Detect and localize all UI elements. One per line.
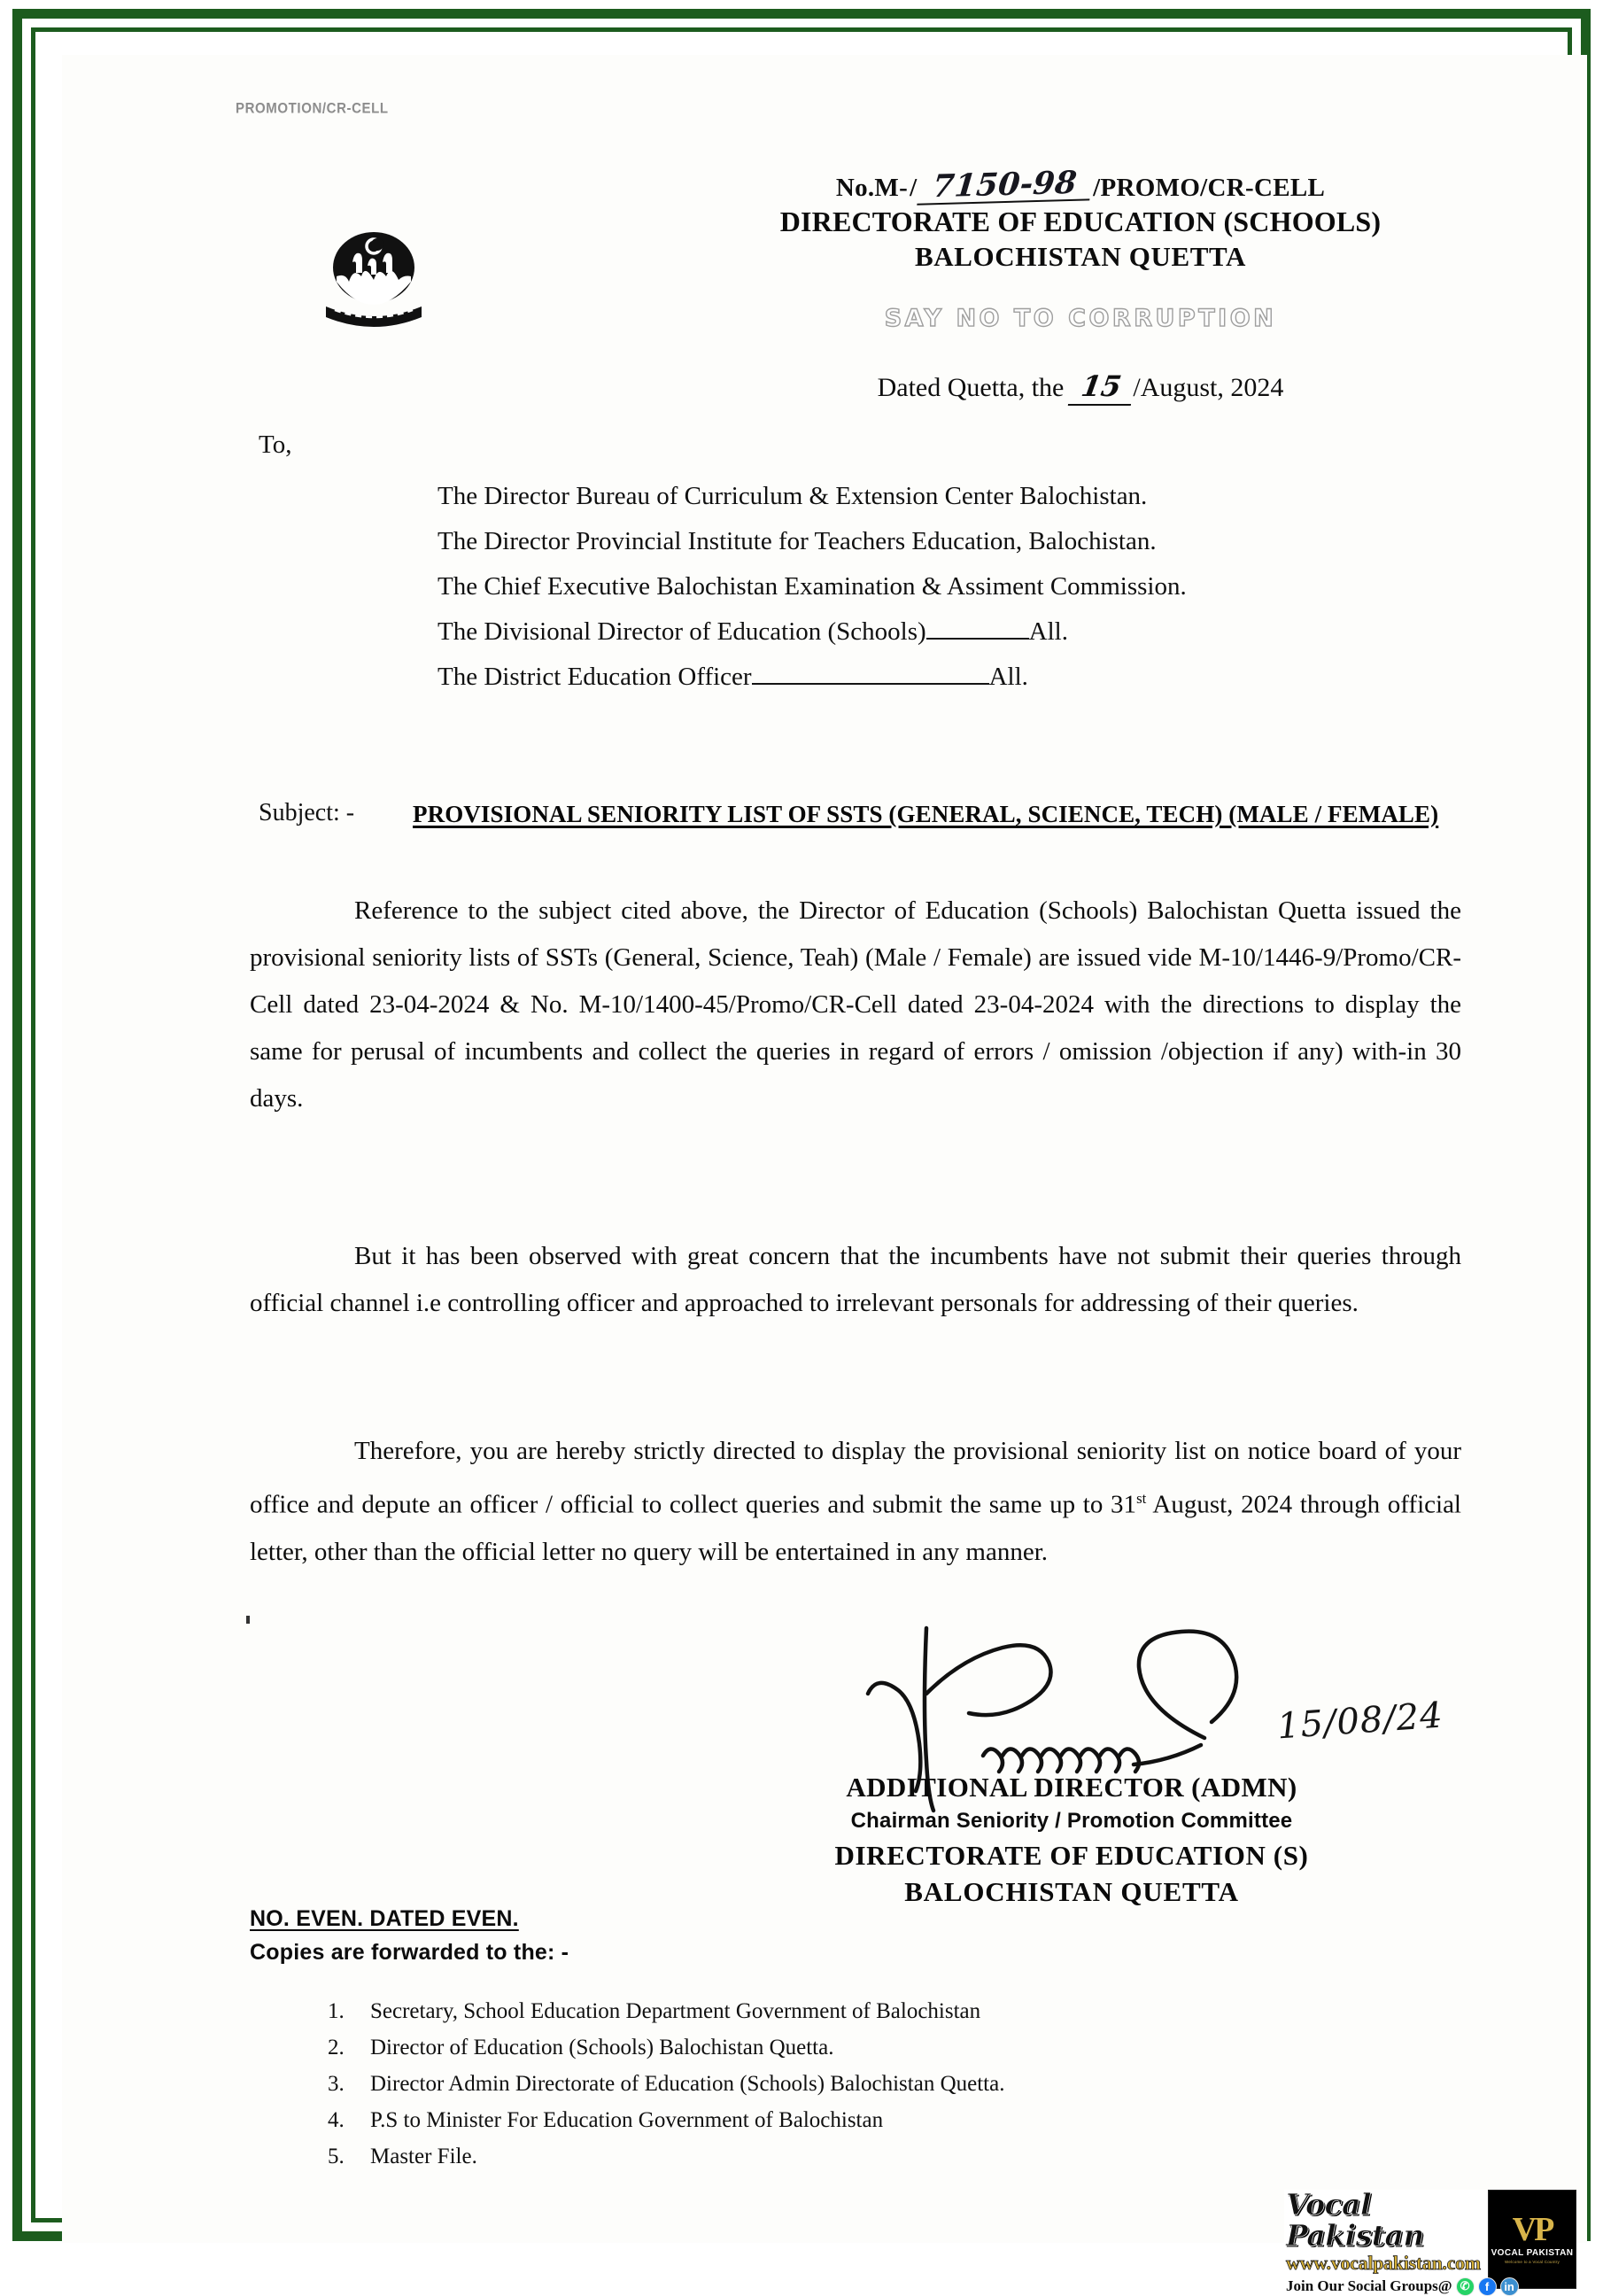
letter-header — [682, 164, 1479, 273]
signatory-org-line-1: DIRECTORATE OF EDUCATION (S) — [834, 1840, 1309, 1871]
copy-list-item — [328, 2073, 1426, 2095]
say-no-to-corruption-watermark: SAY NO TO CORRUPTION — [884, 305, 1277, 332]
subject-text: PROVISIONAL SENIORITY LIST OF SSTS (GENERAL, SCIENCE, TECH) (MALE / FEMALE) — [413, 801, 1439, 827]
dated-line — [682, 369, 1479, 406]
promotion-cr-cell-stamp: PROMOTION/CR-CELL — [236, 100, 389, 117]
copy-text: Secretary, School Education Department Government of Balochistan — [370, 1999, 981, 2023]
handwritten-date-day: 15 — [1068, 369, 1136, 406]
whatsapp-icon[interactable]: ✆ — [1456, 2277, 1475, 2296]
addressee-item — [438, 529, 1483, 555]
signatory-org-line-2: BALOCHISTAN QUETTA — [904, 1876, 1239, 1907]
copies-list — [328, 2000, 1426, 2182]
watermark-social-row — [1286, 2277, 1514, 2296]
linkedin-icon[interactable]: in — [1500, 2277, 1519, 2296]
copy-list-item — [328, 2036, 1426, 2059]
handwritten-letter-number: 7150-98 — [918, 167, 1093, 206]
body-paragraph-2 — [250, 1233, 1461, 1327]
signatory-title: ADDITIONAL DIRECTOR (ADMN) — [846, 1772, 1297, 1803]
fill-in-blank-rule — [752, 664, 989, 685]
dated-suffix: /August, 2024 — [1133, 373, 1284, 402]
vp-monogram-icon: VP — [1512, 2211, 1553, 2249]
vocal-pakistan-watermark — [1284, 2187, 1576, 2295]
vp-logo-tagline: Welcome to a Vocal Country — [1505, 2259, 1560, 2264]
paragraph-3-text-part1: Therefore, you are hereby strictly directed to display the provisional seniority list on notice board of your office and depute an officer / official to collect queries and submit the same up to 31 — [250, 1437, 1461, 1519]
addressee-all-label: All. — [1028, 617, 1068, 646]
copy-text: Master File. — [370, 2145, 477, 2168]
paragraph-1-text: Reference to the subject cited above, the Director of Education (Schools) Balochistan Quetta issued the provisional seniority lists of SSTs (General, Science, Teah) (Male / Female) are issued vide M-10/1446-9/Promo/CR-Cell dated 23-04-2024 & No. M-10/1400-45/Promo/CR-Cell dated 23-04-2024 with the directions to display the same for perusal of incumbents and collect the queries in regard of errors / omission /objection if any) with-in 30 days. — [250, 896, 1461, 1113]
document-paper — [62, 55, 1587, 2295]
copy-number: 4. — [328, 2108, 345, 2132]
signatory-subtitle: Chairman Seniority / Promotion Committee — [850, 1809, 1293, 1833]
copy-number: 1. — [328, 1999, 345, 2023]
watermark-brand-script: Vocal Pakistan — [1286, 2187, 1424, 2253]
ordinal-suffix: st — [1136, 1490, 1147, 1507]
vp-logo-name: VOCAL PAKISTAN — [1491, 2247, 1574, 2258]
addressee-text: The Director Provincial Institute for Teachers Education, Balochistan. — [438, 527, 1157, 555]
addressee-item — [438, 619, 1483, 645]
copy-text: Director Admin Directorate of Education (Schools) Balochistan Quetta. — [370, 2072, 1005, 2096]
addressee-text: The Director Bureau of Curriculum & Extension Center Balochistan. — [438, 482, 1148, 510]
copy-list-item — [328, 2145, 1426, 2168]
copies-forwarded-label: Copies are forwarded to the: - — [250, 1940, 569, 1965]
subject-row — [259, 797, 1463, 831]
stray-ink-mark — [246, 1616, 250, 1624]
copy-list-item — [328, 2000, 1426, 2022]
no-even-dated-even: NO. EVEN. DATED EVEN. — [250, 1906, 519, 1931]
subject-label: Subject: - — [259, 799, 355, 826]
fill-in-blank-rule — [926, 619, 1029, 640]
addressee-item — [438, 484, 1483, 509]
signature-block — [682, 1772, 1461, 1908]
copy-text: Director of Education (Schools) Balochistan Quetta. — [370, 2036, 834, 2059]
paragraph-2-text: But it has been observed with great concern that the incumbents have not submit their queries through official channel i.e controlling officer and approached to irrelevant personals for addressing of their queries. — [250, 1242, 1461, 1317]
letter-no-suffix: /PROMO/CR-CELL — [1093, 174, 1326, 203]
copy-number: 3. — [328, 2072, 345, 2096]
watermark-join-label: Join Our Social Groups@ — [1286, 2277, 1452, 2295]
letter-no-prefix: No.M- — [835, 174, 909, 203]
copy-list-item — [328, 2109, 1426, 2131]
paragraph-3-text-part2: August, 2024 through official letter, other than the official letter no query will be entertained in any manner. — [250, 1490, 1461, 1566]
dated-prefix: Dated Quetta, the — [877, 373, 1065, 402]
addressee-text: The Divisional Director of Education (Schools) — [438, 617, 926, 646]
letter-number-line — [682, 164, 1479, 206]
addressee-text: The Chief Executive Balochistan Examination & Assiment Commission. — [438, 572, 1187, 601]
addressee-list — [438, 484, 1483, 710]
balochistan-government-emblem-icon — [317, 225, 430, 331]
facebook-icon[interactable]: f — [1478, 2277, 1497, 2296]
watermark-website-url[interactable]: www.vocalpakistan.com — [1286, 2252, 1481, 2275]
addressee-text: The District Education Officer — [438, 663, 752, 691]
page-green-border-inner — [31, 27, 1574, 2295]
letter-no-slash: / — [910, 174, 918, 203]
addressee-item — [438, 574, 1483, 600]
org-title-line-2: BALOCHISTAN QUETTA — [915, 241, 1246, 273]
body-paragraph-1 — [250, 888, 1461, 1122]
addressee-item — [438, 664, 1483, 690]
watermark-text-column — [1284, 2187, 1514, 2295]
copy-text: P.S to Minister For Education Government of Balochistan — [370, 2108, 884, 2132]
handwritten-signature-date: 15/08/24 — [1275, 1695, 1445, 1748]
copies-header — [250, 1906, 569, 1966]
page-green-border — [12, 9, 1591, 2295]
copy-number: 2. — [328, 2036, 345, 2059]
org-title-line-1: DIRECTORATE OF EDUCATION (SCHOOLS) — [779, 206, 1382, 238]
body-paragraph-3 — [250, 1428, 1461, 1576]
copy-number: 5. — [328, 2145, 345, 2168]
to-label: To, — [259, 430, 292, 459]
addressee-all-label: All. — [988, 663, 1028, 691]
vocal-pakistan-logo — [1488, 2190, 1576, 2289]
